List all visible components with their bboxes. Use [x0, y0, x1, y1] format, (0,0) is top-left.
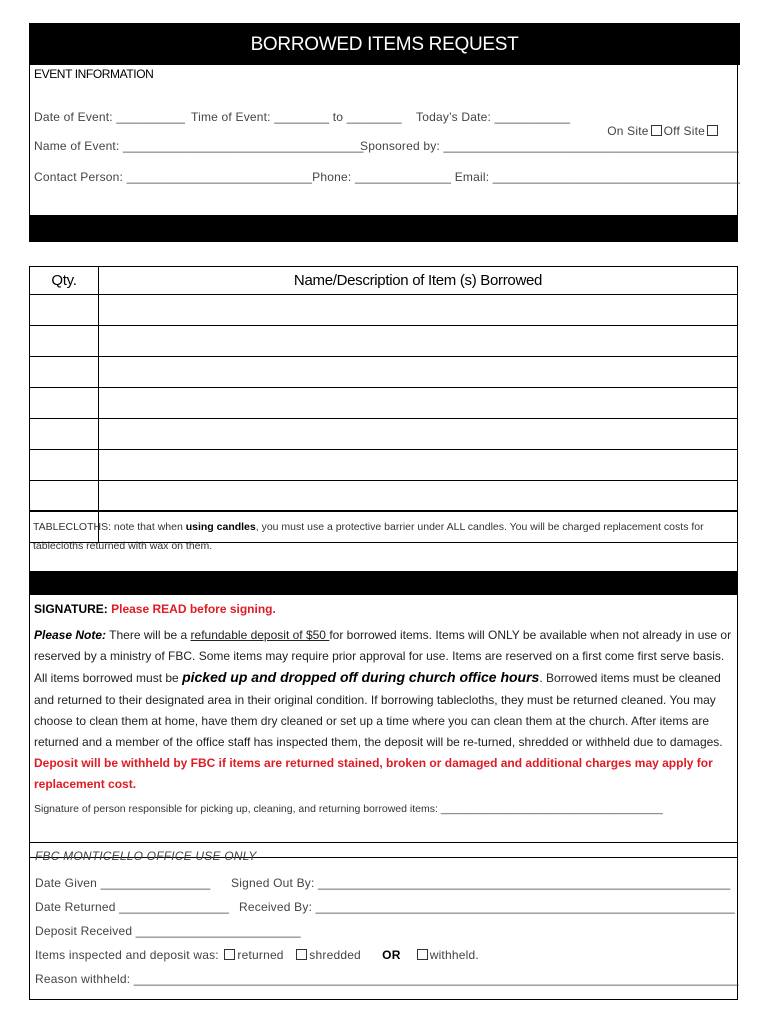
off-site-checkbox[interactable]	[707, 125, 718, 136]
table-row	[30, 388, 738, 419]
qty-cell[interactable]	[30, 326, 99, 357]
time-of-event-field[interactable]: Time of Event: ________ to ________	[191, 110, 402, 124]
form-title: BORROWED ITEMS REQUEST	[250, 34, 519, 55]
todays-date-field[interactable]: Today’s Date: ___________	[416, 110, 571, 124]
shredded-label: shredded	[309, 948, 361, 962]
office-hours-emphasis: picked up and dropped off during church office hours	[182, 669, 540, 686]
office-use-heading: FBC MONTICELLO OFFICE USE ONLY	[35, 849, 257, 863]
signature-section	[29, 593, 738, 858]
withheld-label: withheld.	[429, 948, 479, 962]
deposit-amount: refundable deposit of $50	[190, 628, 330, 642]
event-information-section	[29, 63, 741, 239]
date-of-event-field[interactable]: Date of Event: __________	[34, 110, 186, 124]
divider-bar	[29, 571, 738, 595]
signature-field[interactable]: Signature of person responsible for picking up, cleaning, and returning borrowed items: ______________________________________	[34, 803, 663, 815]
terms-part-1: There will be a	[106, 628, 191, 642]
tablecloths-bold: using candles	[185, 521, 256, 533]
signature-terms	[34, 625, 734, 796]
table-row	[30, 450, 738, 481]
qty-cell[interactable]	[30, 388, 99, 419]
returned-label: returned	[237, 948, 284, 962]
description-cell[interactable]	[99, 419, 738, 450]
received-by-field[interactable]: Received By: _____________________________________________________________	[239, 900, 735, 914]
sponsored-by-field[interactable]: Sponsored by: ___________________________________________	[360, 139, 740, 153]
qty-cell[interactable]	[30, 357, 99, 388]
event-information-heading: EVENT INFORMATION	[34, 67, 154, 81]
description-header: Name/Description of Item (s) Borrowed	[99, 267, 738, 295]
inspected-label: Items inspected and deposit was:	[35, 948, 219, 962]
returned-checkbox[interactable]	[224, 949, 235, 960]
description-cell[interactable]	[99, 450, 738, 481]
tablecloths-text	[33, 518, 733, 556]
terms-part-2: for borrowed items. Items will ONLY be available when not already in use or reserved by a ministry of FBC. Some items may require prior approval for use. Items are reserved on a first come first serve basis. All items borrowed must be	[34, 628, 732, 686]
contact-phone-email-field[interactable]: Contact Person: ___________________________Phone: ______________ Email: ____________________________________	[34, 170, 741, 184]
table-row	[30, 295, 738, 326]
qty-cell[interactable]	[30, 450, 99, 481]
terms-part-3: . Borrowed items must be cleaned and returned to their designated area in their original condition. If borrowing tablecloths, they must be returned cleaned. You may choose to clean them at home, have them dry cleaned or set up a time where you can clean them at the church. After items are returned and a member of the office staff has inspected them, the deposit will be re-turned, shredded or withheld due to damages.	[34, 671, 723, 750]
qty-header: Qty.	[30, 267, 99, 295]
description-cell[interactable]	[99, 481, 738, 512]
deposit-warning: Deposit will be withheld by FBC if items are returned stained, broken or damaged and additional charges may apply for replacement cost.	[34, 756, 713, 792]
description-cell[interactable]	[99, 326, 738, 357]
table-row	[30, 357, 738, 388]
tablecloths-prefix: TABLECLOTHS: note that when	[33, 521, 186, 533]
qty-cell[interactable]	[30, 481, 99, 512]
divider-bar	[29, 215, 738, 242]
or-label: OR	[382, 948, 401, 962]
read-before-signing: Please READ before signing.	[111, 602, 276, 616]
title-bar	[29, 23, 740, 65]
date-given-field[interactable]: Date Given ________________	[35, 876, 211, 890]
tablecloths-note	[29, 510, 738, 572]
reason-withheld-field[interactable]: Reason withheld: ________________________________________________________________________________________	[35, 972, 739, 986]
description-cell[interactable]	[99, 388, 738, 419]
borrowed-items-table	[29, 266, 738, 543]
description-cell[interactable]	[99, 295, 738, 326]
table-row	[30, 481, 738, 512]
qty-cell[interactable]	[30, 295, 99, 326]
inspection-row	[35, 948, 479, 962]
description-cell[interactable]	[99, 357, 738, 388]
note-label: Please Note:	[34, 628, 107, 642]
off-site-label: Off Site	[663, 124, 706, 138]
deposit-received-field[interactable]: Deposit Received ________________________	[35, 924, 301, 938]
signature-label: SIGNATURE:	[34, 602, 108, 616]
qty-cell[interactable]	[30, 419, 99, 450]
form-page	[29, 23, 741, 998]
name-of-event-field[interactable]: Name of Event: ___________________________________	[34, 139, 364, 153]
signed-out-by-field[interactable]: Signed Out By: ____________________________________________________________	[231, 876, 731, 890]
withheld-checkbox[interactable]	[417, 949, 428, 960]
office-use-section	[29, 842, 738, 1000]
signature-heading	[34, 602, 276, 616]
on-site-checkbox[interactable]	[651, 125, 662, 136]
shredded-checkbox[interactable]	[296, 949, 307, 960]
on-site-label: On Site	[607, 124, 649, 138]
tablecloths-suffix: , you must use a protective barrier under ALL candles. You will be charged replacement costs for tablecloths returned with wax on them.	[33, 521, 704, 552]
table-row	[30, 419, 738, 450]
table-row	[30, 326, 738, 357]
date-returned-field[interactable]: Date Returned ________________	[35, 900, 230, 914]
